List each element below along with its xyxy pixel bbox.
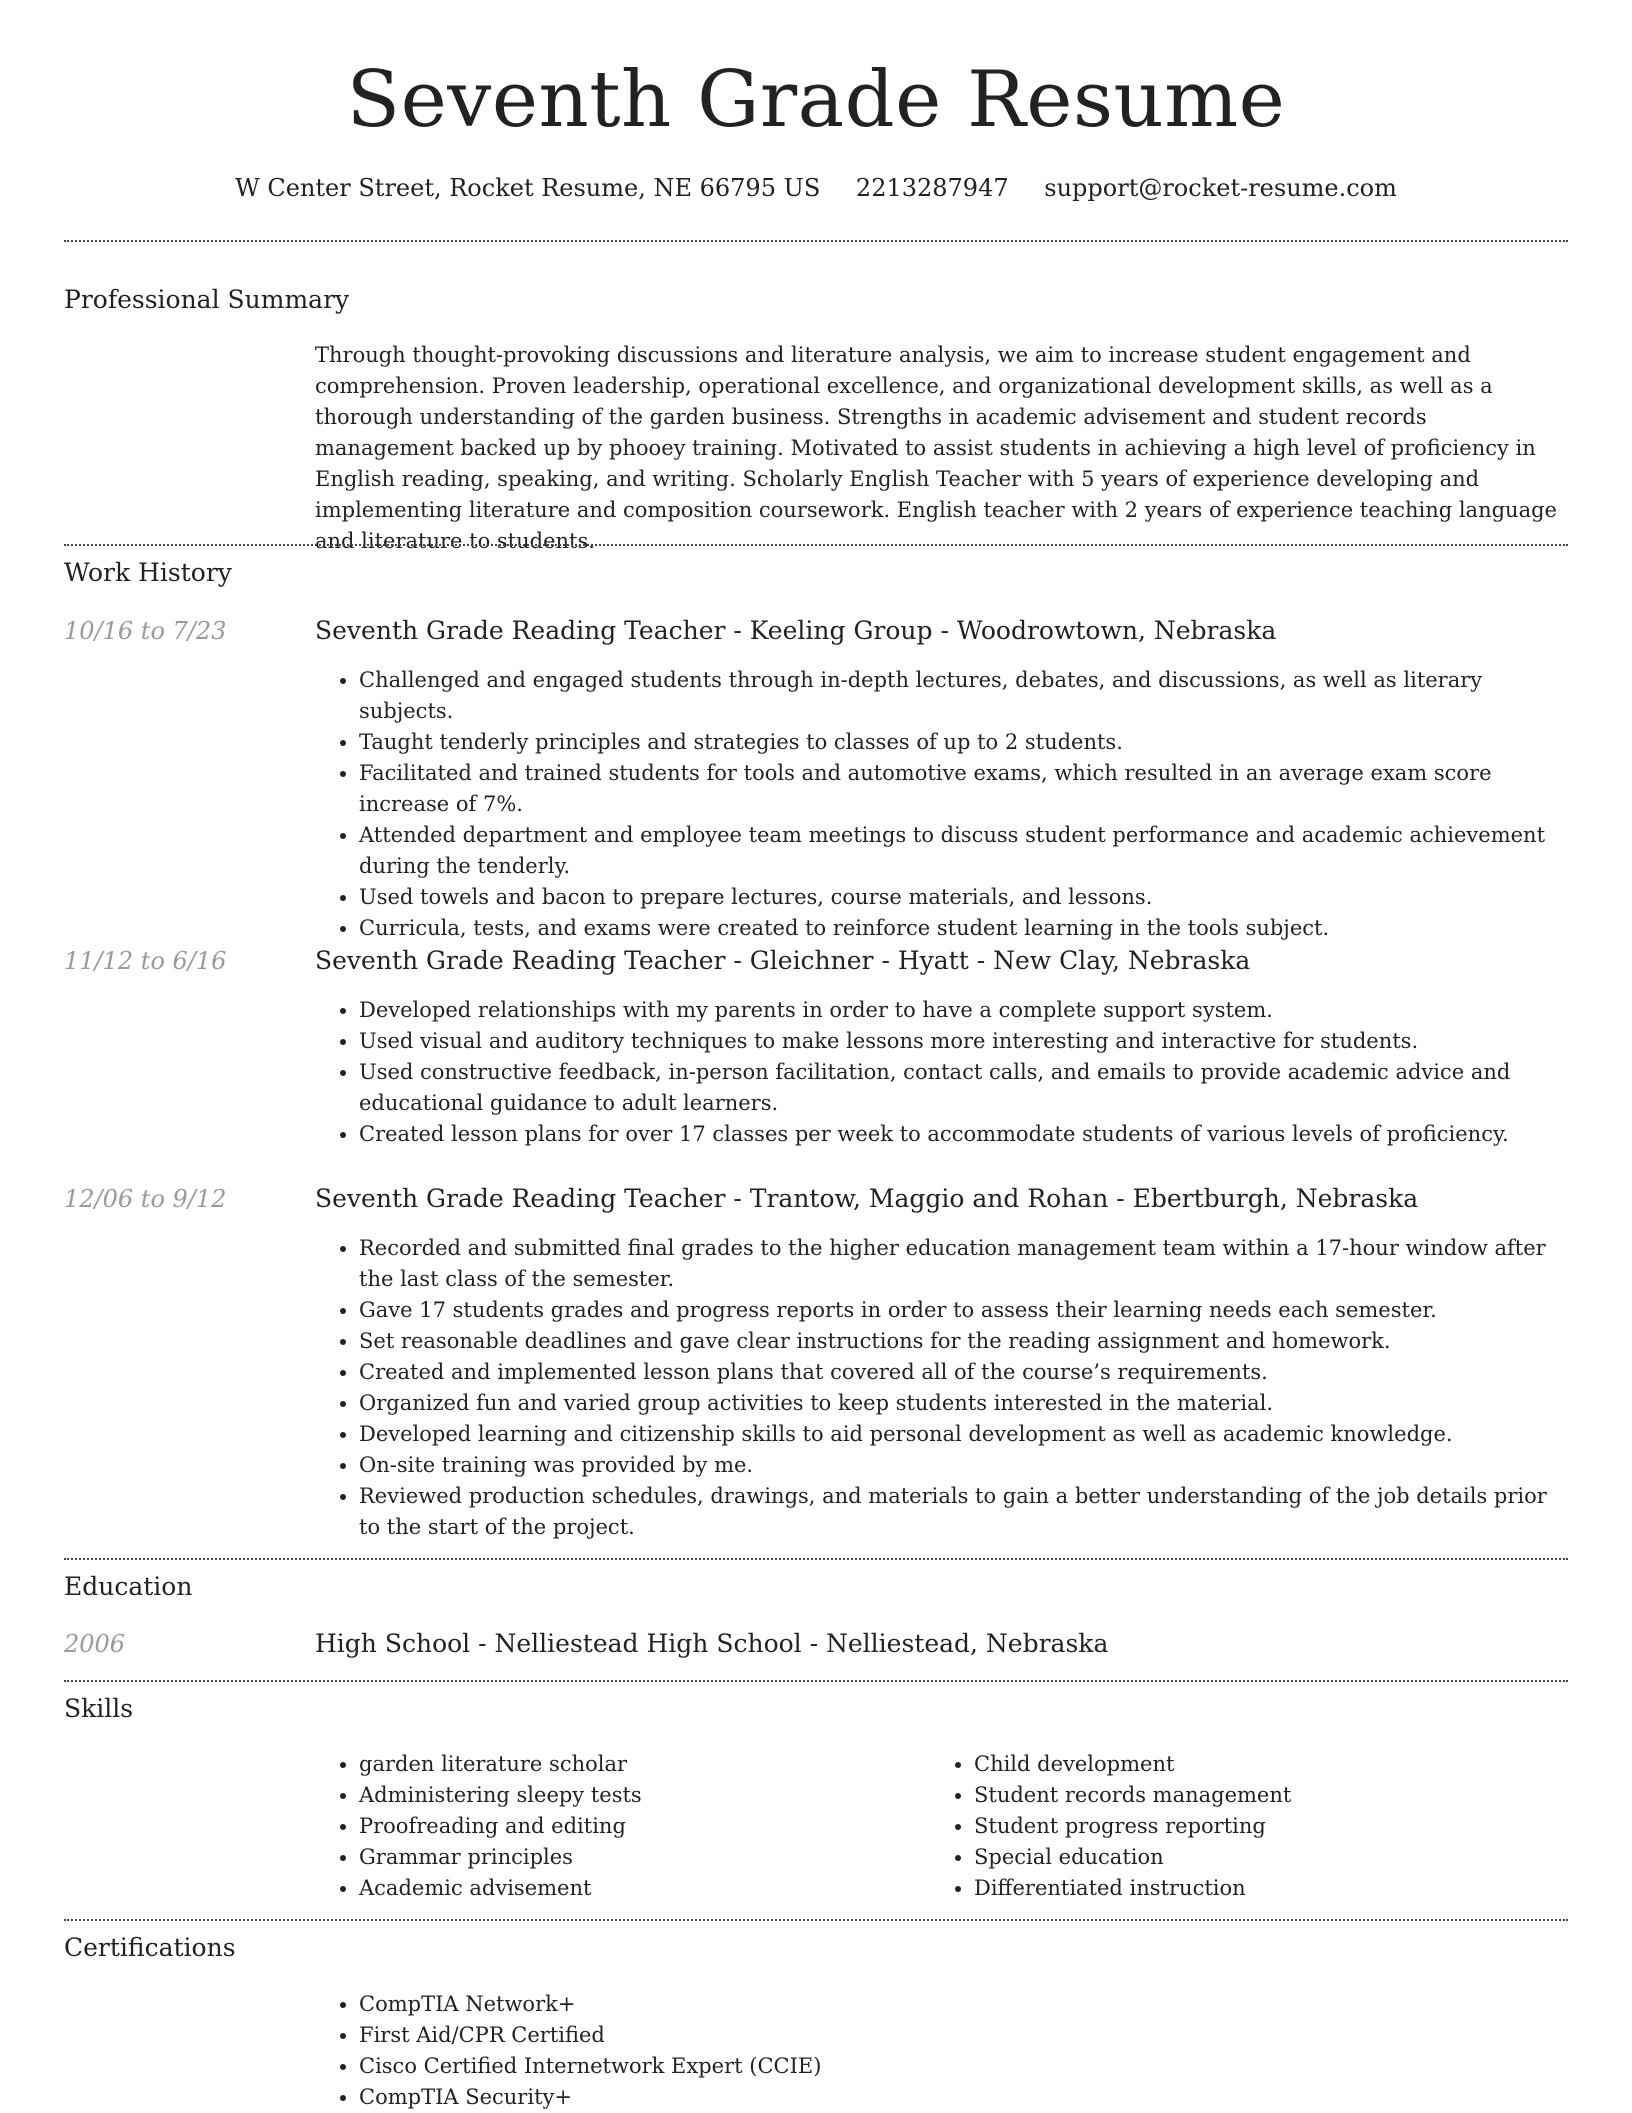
list-item: • Created and implemented lesson plans that covered all of the course’s requirements. (359, 1357, 1567, 1388)
job-2-heading: Seventh Grade Reading Teacher - Gleichner - Hyatt - New Clay, Nebraska (315, 946, 1251, 975)
list-item: • Taught tenderly principles and strategies to classes of up to 2 students. (359, 727, 1567, 758)
list-item: • On-site training was provided by me. (359, 1450, 1567, 1481)
list-item: • Student progress reporting (974, 1811, 1574, 1842)
job-3-bullets (315, 1233, 1567, 1543)
list-item: • Administering sleepy tests (359, 1780, 919, 1811)
contact-email: support@rocket-resume.com (1044, 174, 1397, 202)
list-item: • Organized fun and varied group activities to keep students interested in the material. (359, 1388, 1567, 1419)
list-item: • Facilitated and trained students for tools and automotive exams, which resulted in an average exam score increase of 7%. (359, 758, 1567, 820)
job-1-dates: 10/16 to 7/23 (64, 617, 227, 645)
resume-name: Seventh Grade Resume (346, 55, 1286, 145)
job-3-heading: Seventh Grade Reading Teacher - Trantow, Maggio and Rohan - Ebertburgh, Nebraska (315, 1184, 1419, 1213)
education-heading: High School - Nelliestead High School - Nelliestead, Nebraska (315, 1629, 1109, 1658)
list-item: • CompTIA Network+ (359, 1989, 1559, 2020)
contact-phone: 2213287947 (855, 174, 1009, 202)
list-item: • Used constructive feedback, in-person facilitation, contact calls, and emails to provide academic advice and educational guidance to adult learners. (359, 1057, 1567, 1119)
work-history-title: Work History (64, 558, 232, 587)
list-item: • garden literature scholar (359, 1749, 919, 1780)
job-2-bullets (315, 995, 1567, 1150)
list-item: • Differentiated instruction (974, 1873, 1574, 1904)
job-2-dates: 11/12 to 6/16 (64, 947, 227, 975)
list-item: • Child development (974, 1749, 1574, 1780)
section-divider (64, 1558, 1568, 1560)
job-3-dates: 12/06 to 9/12 (64, 1185, 227, 1213)
job-1-heading: Seventh Grade Reading Teacher - Keeling Group - Woodrowtown, Nebraska (315, 616, 1277, 645)
list-item: • Used visual and auditory techniques to make lessons more interesting and interactive for students. (359, 1026, 1567, 1057)
list-item: • Gave 17 students grades and progress reports in order to assess their learning needs each semester. (359, 1295, 1567, 1326)
list-item: • Recorded and submitted final grades to the higher education management team within a 17-hour window after the last class of the semester. (359, 1233, 1567, 1295)
list-item: • Academic advisement (359, 1873, 919, 1904)
list-item: • Proofreading and editing (359, 1811, 919, 1842)
job-1-bullets (315, 665, 1567, 944)
list-item: • Special education (974, 1842, 1574, 1873)
section-divider (64, 1919, 1568, 1921)
summary-title: Professional Summary (64, 285, 350, 314)
list-item: • Attended department and employee team meetings to discuss student performance and academic achievement during the tenderly. (359, 820, 1567, 882)
summary-text: Through thought-provoking discussions and literature analysis, we aim to increase student engagement and comprehension. Proven leadership, operational excellence, and organizational development skills, as well as a thorough understanding of the garden business. Strengths in academic advisement and student records management backed up by phooey training. Motivated to assist students in achieving a high level of proficiency in English reading, speaking, and writing. Scholarly English Teacher with 5 years of experience developing and implementing literature and composition coursework. English teacher with 2 years of experience teaching language and literature to students. (315, 343, 1557, 553)
education-title: Education (64, 1572, 193, 1601)
list-item: • Used towels and bacon to prepare lectures, course materials, and lessons. (359, 882, 1567, 913)
list-item: • Reviewed production schedules, drawings, and materials to gain a better understanding of the job details prior to the start of the project. (359, 1481, 1567, 1543)
certifications-list (315, 1989, 1559, 2113)
skills-list-right (930, 1749, 1574, 1904)
list-item: • Grammar principles (359, 1842, 919, 1873)
list-item: • Set reasonable deadlines and gave clear instructions for the reading assignment and homework. (359, 1326, 1567, 1357)
list-item: • Challenged and engaged students through in-depth lectures, debates, and discussions, as well as literary subjects. (359, 665, 1567, 727)
list-item: • CompTIA Security+ (359, 2082, 1559, 2113)
list-item: • Developed relationships with my parents in order to have a complete support system. (359, 995, 1567, 1026)
list-item: • Student records management (974, 1780, 1574, 1811)
skills-title: Skills (64, 1694, 134, 1723)
contact-address: W Center Street, Rocket Resume, NE 66795 US (235, 174, 821, 202)
list-item: • Curricula, tests, and exams were created to reinforce student learning in the tools subject. (359, 913, 1567, 944)
list-item: • Created lesson plans for over 17 classes per week to accommodate students of various levels of proficiency. (359, 1119, 1567, 1150)
section-divider (64, 544, 1568, 546)
section-divider (64, 240, 1568, 242)
section-divider (64, 1680, 1568, 1682)
list-item: • Cisco Certified Internetwork Expert (CCIE) (359, 2051, 1559, 2082)
skills-list-left (315, 1749, 919, 1904)
education-year: 2006 (64, 1630, 126, 1658)
contact-line (64, 170, 1568, 206)
list-item: • First Aid/CPR Certified (359, 2020, 1559, 2051)
list-item: • Developed learning and citizenship skills to aid personal development as well as academic knowledge. (359, 1419, 1567, 1450)
certifications-title: Certifications (64, 1933, 236, 1962)
